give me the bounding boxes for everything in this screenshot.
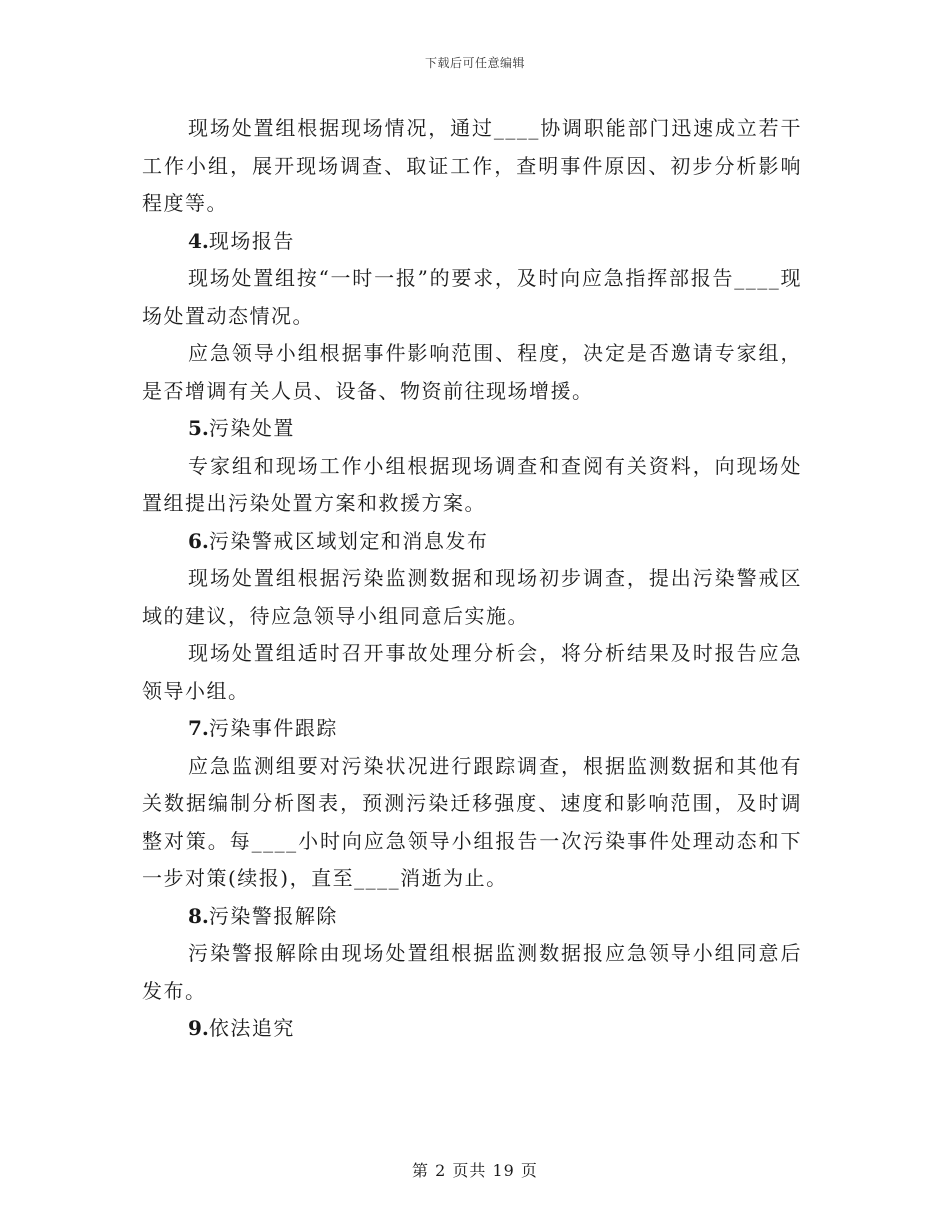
section-number: 9. — [188, 1016, 209, 1040]
section-heading — [142, 710, 802, 748]
paragraph: 污染警报解除由现场处置组根据监测数据报应急领导小组同意后发布。 — [142, 941, 802, 1003]
paragraph: 现场处置组根据现场情况，通过____协调职能部门迅速成立若干工作小组，展开现场调查、取证工作，查明事件原因、初步分析影响程度等。 — [142, 116, 802, 215]
section-title: 污染警报解除 — [208, 903, 338, 928]
paragraph: 应急领导小组根据事件影响范围、程度，决定是否邀请专家组，是否增调有关人员、设备、物资前往现场增援。 — [142, 341, 802, 403]
paragraph: 现场处置组适时召开事故处理分析会，将分析结果及时报告应急领导小组。 — [142, 641, 802, 703]
section-title: 依法追究 — [208, 1016, 295, 1040]
section-heading — [142, 523, 802, 561]
paragraph: 现场处置组按“一时一报”的要求，及时向应急指挥部报告____现场处置动态情况。 — [142, 266, 802, 328]
section-title: 污染处置 — [208, 416, 295, 440]
paragraph: 专家组和现场工作小组根据现场调查和查阅有关资料，向现场处置组提出污染处置方案和救援方案。 — [142, 453, 802, 515]
section-title: 现场报告 — [208, 228, 295, 253]
section-title: 污染警戒区域划定和消息发布 — [208, 528, 489, 553]
section-heading — [142, 898, 802, 936]
section-number: 5. — [188, 416, 209, 440]
section-number: 7. — [188, 716, 209, 740]
section-heading — [142, 1010, 802, 1048]
page-footer-number: 第 2 页共 19 页 — [412, 1161, 538, 1180]
paragraph: 应急监测组要对污染状况进行跟踪调查，根据监测数据和其他有关数据编制分析图表，预测污染迁移强度、速度和影响范围，及时调整对策。每____小时向应急领导小组报告一次污染事件处理动态和下一步对策(续报)，直至____消逝为止。 — [142, 753, 802, 890]
section-number: 8. — [188, 903, 209, 928]
page-header-note: 下载后可任意编辑 — [424, 56, 525, 70]
section-heading — [142, 223, 802, 261]
section-title: 污染事件跟踪 — [208, 716, 338, 740]
section-number: 4. — [188, 228, 209, 253]
section-heading — [142, 410, 802, 448]
section-number: 6. — [188, 528, 209, 553]
document-body — [142, 110, 802, 1048]
paragraph: 现场处置组根据污染监测数据和现场初步调查，提出污染警戒区域的建议，待应急领导小组同意后实施。 — [142, 566, 802, 628]
